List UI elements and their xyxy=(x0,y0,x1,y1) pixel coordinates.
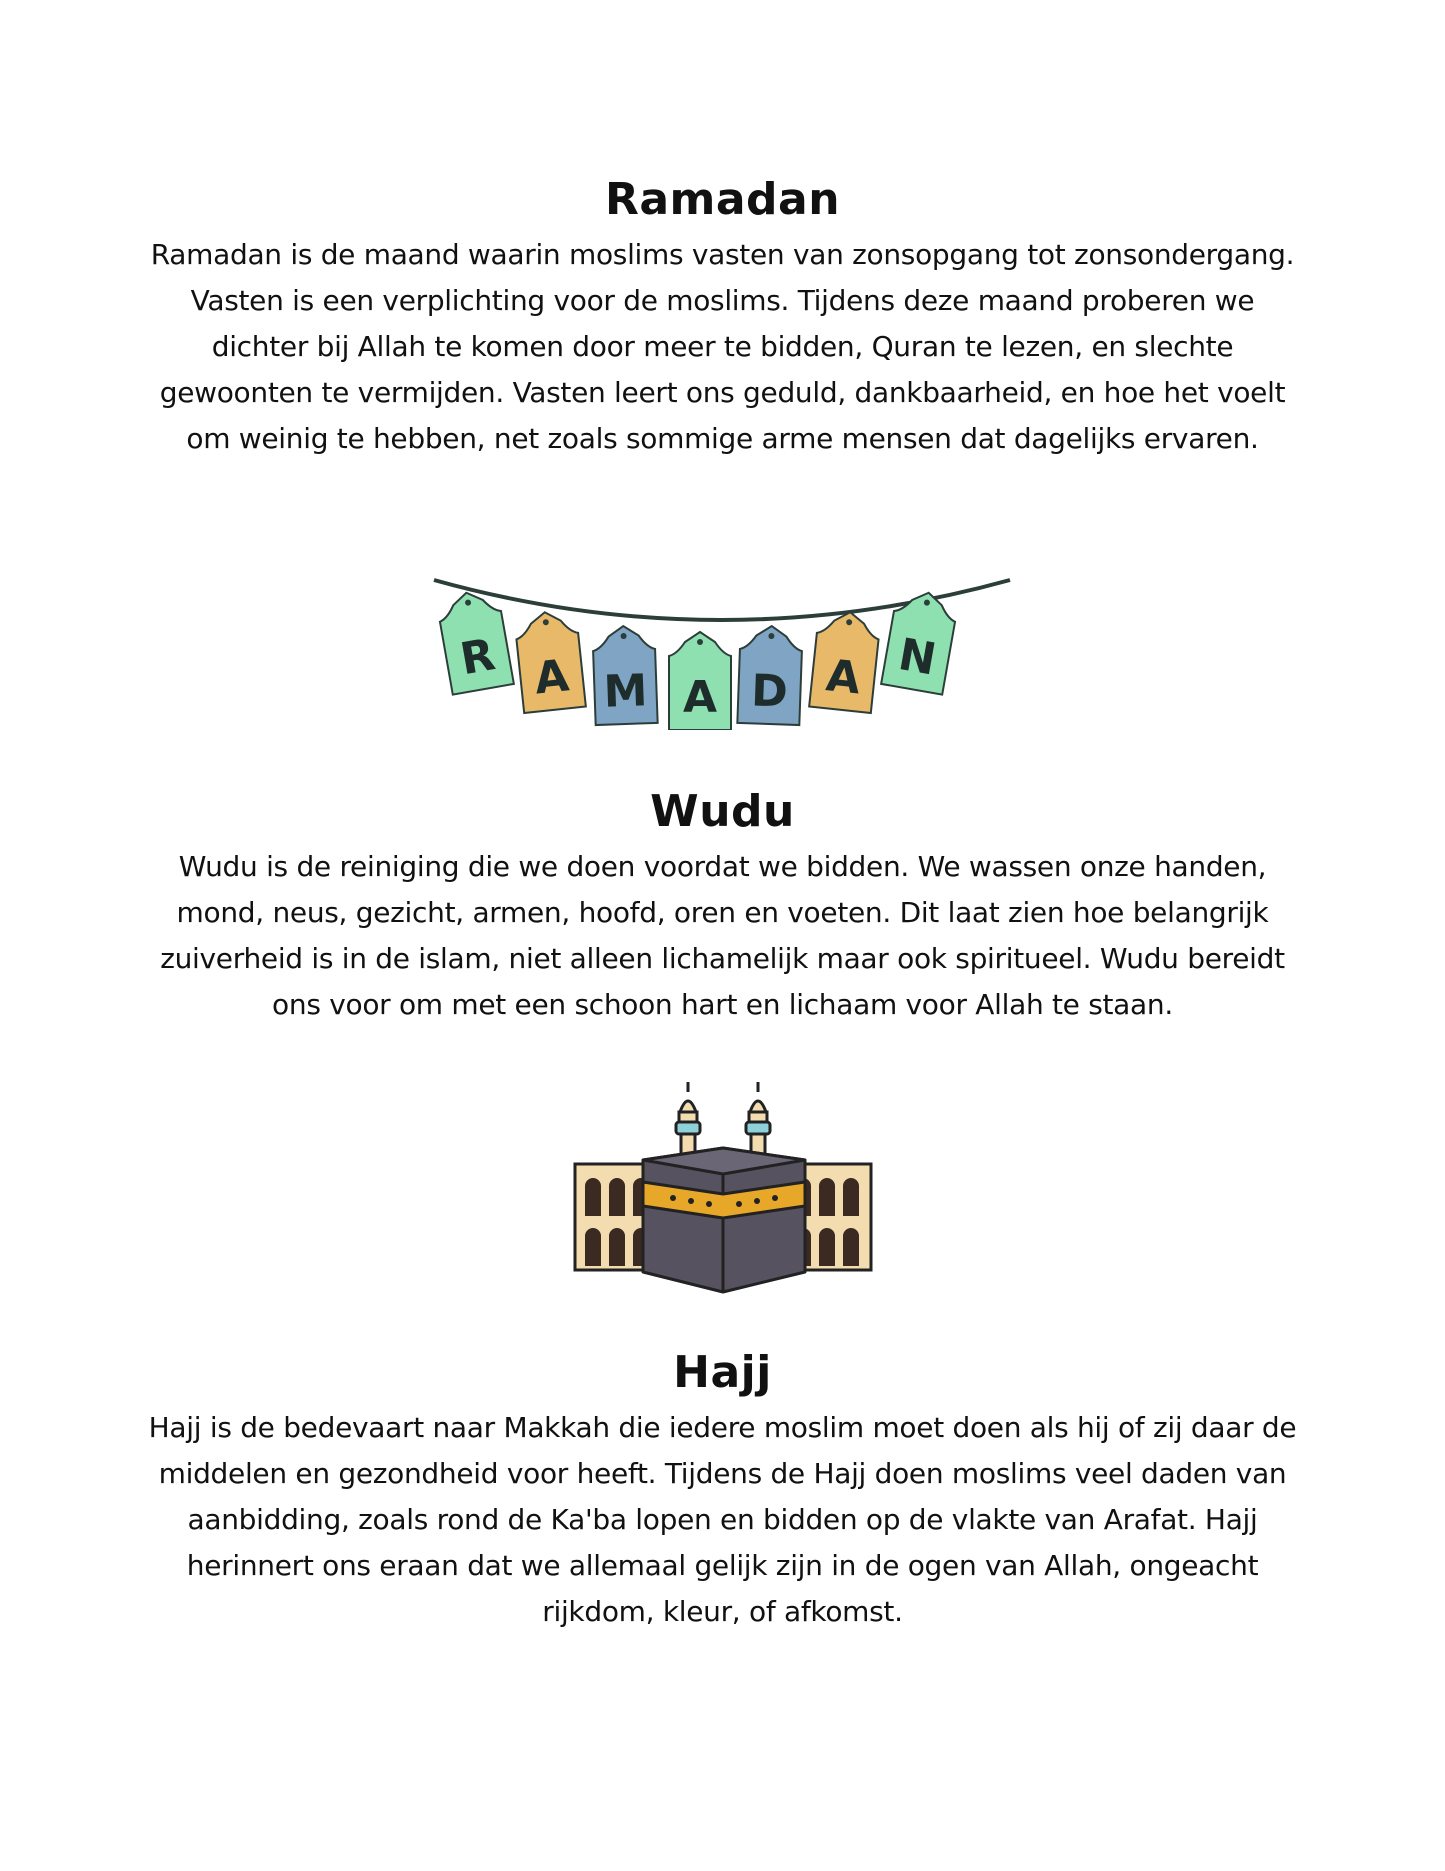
kaaba-icon xyxy=(573,1082,873,1294)
ramadan-paragraph: Ramadan is de maand waarin moslims vasten van zonsopgang tot zonsondergang. Vasten is een verplichting voor de moslims. Tijdens deze maand proberen we dichter bij Allah te komen door meer te bidden, Quran te lezen, en slechte gewoonten te vermijden. Vasten leert ons geduld, dankbaarheid, en hoe het voelt om weinig te hebben, net zoals sommige arme mensen dat dagelijks ervaren. xyxy=(150,238,1295,455)
banner-flag xyxy=(669,632,731,730)
banner-flag xyxy=(737,625,802,725)
banner-flag xyxy=(436,587,514,694)
banner-letter: M xyxy=(602,665,649,718)
banner-letter: A xyxy=(682,672,718,723)
wudu-title: Wudu xyxy=(650,786,795,837)
hajj-paragraph: Hajj is de bedevaart naar Makkah die iedere moslim moet doen als hij of zij daar de middelen en gezondheid voor heeft. Tijdens de Hajj doen moslims veel daden van aanbidding, zoals rond de Ka'ba lopen en bidden op de vlakte van Arafat. Hajj herinnert ons eraan dat we allemaal gelijk zijn in de ogen van Allah, ongeacht rijkdom, kleur, of afkomst. xyxy=(148,1411,1297,1628)
banner-flag xyxy=(809,609,881,713)
banner-letter: A xyxy=(532,650,572,705)
ramadan-section xyxy=(0,172,1445,462)
banner-letter: D xyxy=(750,665,789,718)
banner-letter: A xyxy=(823,650,863,705)
hajj-section xyxy=(0,1345,1445,1635)
ramadan-title: Ramadan xyxy=(604,174,841,225)
banner-flag xyxy=(592,625,657,725)
wudu-section xyxy=(0,784,1445,1028)
banner-letter: N xyxy=(894,628,940,686)
banner-flag xyxy=(881,587,959,694)
banner-flag xyxy=(514,609,586,713)
wudu-paragraph: Wudu is de reiniging die we doen voordat we bidden. We wassen onze handen, mond, neus, gezicht, armen, hoofd, oren en voeten. Dit laat zien hoe belangrijk zuiverheid is in de islam, niet alleen lichamelijk maar ook spiritueel. Wudu bereidt ons voor om met een schoon hart en lichaam voor Allah te staan. xyxy=(160,850,1285,1021)
banner-letter: R xyxy=(456,629,499,686)
hajj-title: Hajj xyxy=(673,1347,772,1398)
ramadan-banner-icon xyxy=(430,570,1020,730)
